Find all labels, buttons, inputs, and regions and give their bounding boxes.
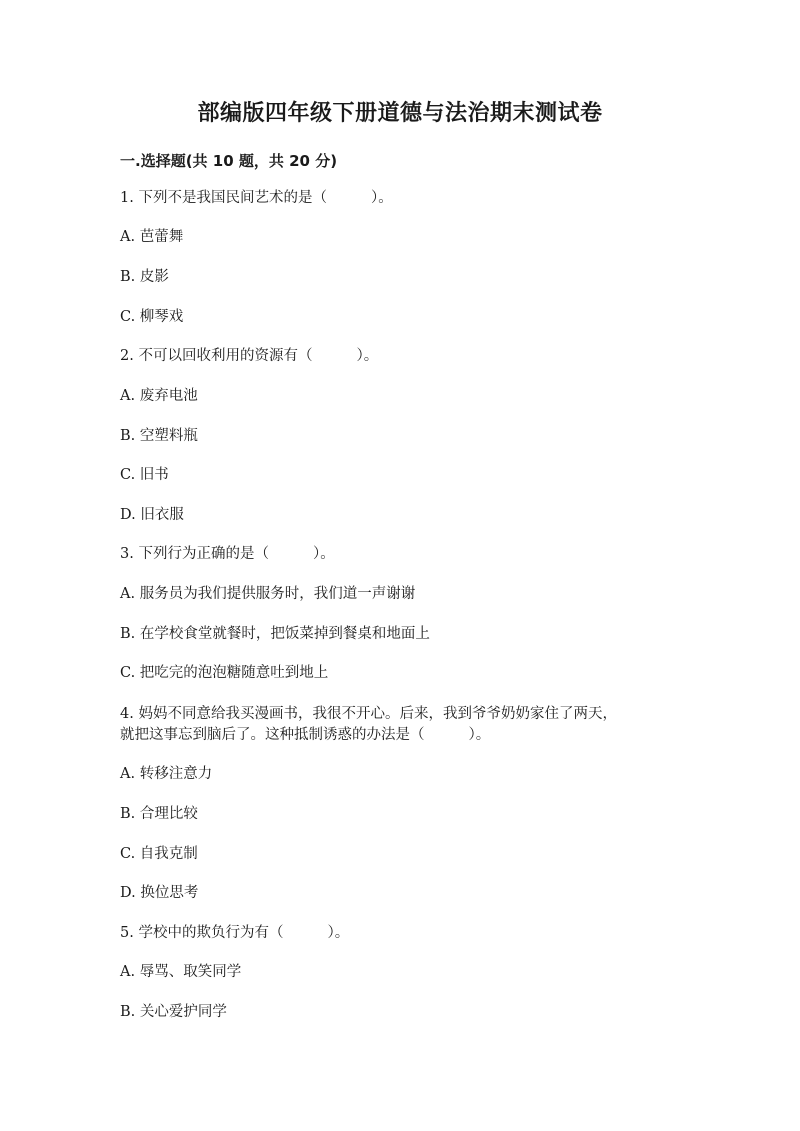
question-1-stem	[120, 187, 393, 209]
question-3-text: 3. 下列行为正确的是（	[120, 546, 269, 562]
question-5-stem	[120, 922, 349, 944]
question-3-option-a: A. 服务员为我们提供服务时，我们道一声谢谢	[120, 586, 416, 602]
question-4-text: 就把这事忘到脑后了。这种抵制诱惑的办法是（	[120, 727, 425, 743]
question-1-text: 1. 下列不是我国民间艺术的是（	[120, 190, 327, 206]
question-3-text-end: ）。	[312, 546, 335, 562]
question-3-stem	[120, 543, 335, 565]
question-2-text: 2. 不可以回收利用的资源有（	[120, 348, 313, 364]
question-5-option-b: B. 关心爱护同学	[120, 1004, 227, 1020]
question-4-option-b: B. 合理比较	[120, 806, 198, 822]
question-1-text-end: ）。	[370, 190, 393, 206]
question-4-stem-line2	[120, 724, 490, 746]
section-heading: 一.选择题(共 10 题，共 20 分)	[120, 152, 338, 170]
question-5-text-end: ）。	[327, 925, 350, 941]
question-2-option-b: B. 空塑料瓶	[120, 428, 198, 444]
question-1-option-b: B. 皮影	[120, 269, 169, 285]
question-4-option-c: C. 自我克制	[120, 846, 198, 862]
question-4-option-d: D. 换位思考	[120, 885, 199, 901]
question-5-option-a: A. 辱骂、取笑同学	[120, 964, 242, 980]
question-3-option-b: B. 在学校食堂就餐时，把饭菜掉到餐桌和地面上	[120, 626, 430, 642]
question-2-option-a: A. 废弃电池	[120, 388, 198, 404]
question-1-option-c: C. 柳琴戏	[120, 309, 184, 325]
question-2-option-d: D. 旧衣服	[120, 507, 184, 523]
question-2-stem	[120, 345, 378, 367]
question-2-option-c: C. 旧书	[120, 467, 169, 483]
question-2-text-end: ）。	[356, 348, 379, 364]
question-4-text-end: ）。	[468, 727, 491, 743]
question-4-option-a: A. 转移注意力	[120, 766, 213, 782]
question-4-stem-line1: 4. 妈妈不同意给我买漫画书，我很不开心。后来，我到爷爷奶奶家住了两天，	[120, 706, 617, 722]
question-3-option-c: C. 把吃完的泡泡糖随意吐到地上	[120, 665, 329, 681]
question-1-option-a: A. 芭蕾舞	[120, 229, 184, 245]
exam-title: 部编版四年级下册道德与法治期末测试卷	[197, 101, 603, 126]
question-5-text: 5. 学校中的欺负行为有（	[120, 925, 284, 941]
